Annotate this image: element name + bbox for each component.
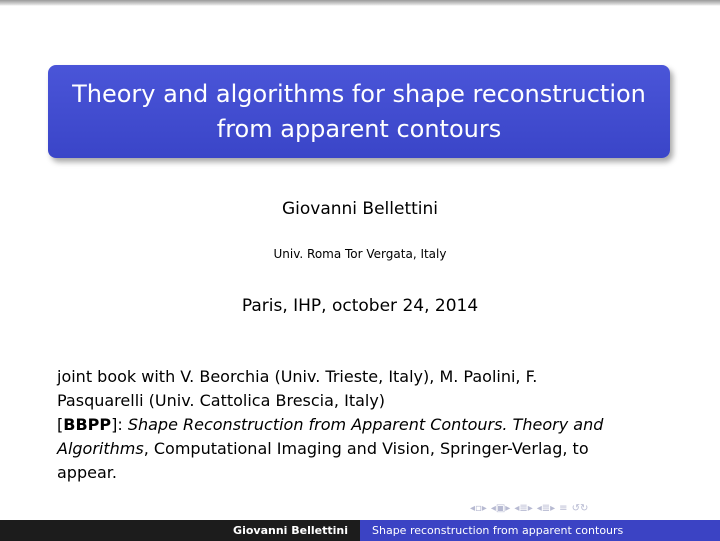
date-line: Paris, IHP, october 24, 2014 — [241, 296, 479, 316]
book-rest: , Computational Imaging and Vision, Springer-Verlag, to — [143, 439, 589, 458]
nav-search-icon[interactable]: ≡ — [559, 502, 568, 514]
nav-back-forward-icon[interactable]: ↺↻ — [571, 502, 589, 514]
ref-close-bracket: ]: — [111, 415, 128, 434]
title-block — [48, 65, 670, 158]
footer-author: Giovanni Bellettini — [0, 520, 360, 541]
nav-prev-frame-icon[interactable]: ◂▣▸ — [490, 502, 511, 514]
title-line-2: from apparent contours — [216, 114, 502, 143]
book-title-part1: Shape Reconstruction from Apparent Contours. Theory and — [127, 415, 604, 434]
nav-section-icon[interactable]: ◂≣▸ — [536, 502, 556, 514]
footer-bar — [0, 520, 720, 541]
nav-first-icon[interactable]: ◂▫▸ — [470, 502, 487, 514]
reference-line — [57, 413, 657, 437]
author-name: Giovanni Bellettini — [281, 199, 439, 219]
nav-prev-subsection-icon[interactable]: ◂≣▸ — [514, 502, 533, 514]
book-end: appear. — [57, 463, 117, 482]
body-paragraph — [57, 365, 657, 485]
navigation-symbols — [470, 501, 710, 515]
ref-open-bracket: [ — [57, 415, 64, 434]
top-shadow-bar — [0, 0, 720, 6]
institute: Univ. Roma Tor Vergata, Italy — [273, 247, 447, 261]
title-line-1: Theory and algorithms for shape reconstruction — [72, 79, 646, 108]
body-line-1: joint book with V. Beorchia (Univ. Trieste, Italy), M. Paolini, F. — [57, 367, 538, 386]
body-line-2: Pasquarelli (Univ. Cattolica Brescia, Italy) — [57, 391, 386, 410]
reference-line-2 — [57, 437, 657, 461]
ref-key: BBPP — [63, 415, 112, 434]
footer-short-title: Shape reconstruction from apparent contours — [360, 520, 720, 541]
book-title-part2: Algorithms — [57, 439, 144, 458]
